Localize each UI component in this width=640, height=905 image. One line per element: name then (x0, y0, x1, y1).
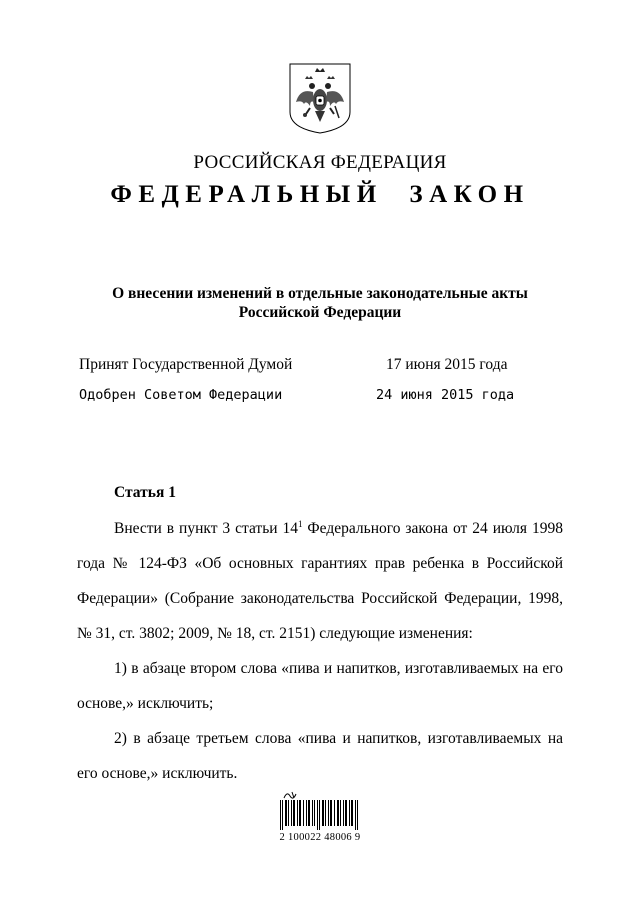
law-title (60, 284, 580, 322)
document-type: ФЕДЕРАЛЬНЫЙ ЗАКОН (110, 181, 530, 208)
article-body (77, 507, 563, 791)
article-heading: Статья 1 (114, 484, 176, 501)
intro-superscript: 1 (298, 519, 303, 529)
council-approval-date: 24 июня 2015 года (376, 387, 515, 403)
barcode-number: 2 100022 48006 9 (279, 832, 361, 843)
intro-text-start: Внести в пункт 3 статьи 14 (114, 520, 298, 537)
council-approval-label: Одобрен Советом Федерации (79, 387, 283, 403)
article-item-2: 2) в абзаце третьем слова «пива и напитков, изготавливаемых на его основе,» исключить. (77, 730, 563, 782)
law-title-line-2: Российской Федерации (238, 304, 402, 321)
signature-mark-icon (283, 790, 299, 800)
intro-text-end: Федерального закона от 24 июля 1998 года № 124-ФЗ «Об основных гарантиях прав ребенка в Российской Федерации» (Собрание законодательства Российской Федерации, 1998, № 31, ст. 3802; 2009, № 18, ст. 2151) следующие изменения: (77, 520, 563, 642)
document-barcode (270, 790, 390, 850)
article-intro-paragraph (77, 507, 563, 651)
duma-adoption-label: Принят Государственной Думой (79, 356, 293, 373)
country-name: РОССИЙСКАЯ ФЕДЕРАЦИЯ (193, 152, 447, 173)
duma-adoption-date: 17 июня 2015 года (386, 356, 508, 373)
law-title-line-1: О внесении изменений в отдельные законодательные акты (112, 285, 528, 302)
barcode-icon (280, 800, 360, 830)
article-item-1: 1) в абзаце втором слова «пива и напитков, изготавливаемых на его основе,» исключить; (77, 660, 563, 712)
coat-of-arms-icon (288, 62, 352, 135)
